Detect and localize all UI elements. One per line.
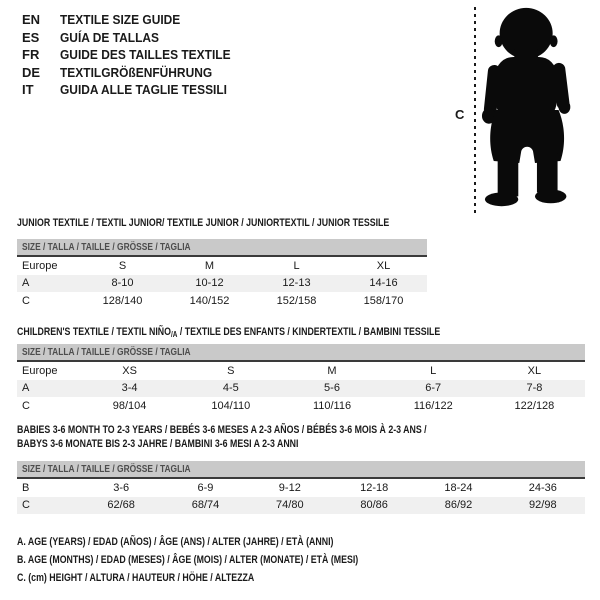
table-cell: 5-6 (324, 382, 340, 395)
children-title-prefix: CHILDREN'S TEXTILE / TEXTIL NIÑO (17, 326, 171, 338)
language-code: DE (22, 64, 41, 80)
row-label: C (22, 399, 30, 412)
table-cell: 3-6 (113, 481, 130, 494)
language-row-fr (22, 46, 245, 64)
children-table-title (17, 326, 546, 342)
row-label: Europe (22, 364, 58, 377)
table-cell: 12-13 (282, 277, 311, 290)
babies-title-line1: BABIES 3-6 MONTH TO 2-3 YEARS / BEBÉS 3-6 MESES A 2-3 AÑOS / BÉBÉS 3-6 MOIS À 2-3 ANS / (17, 424, 427, 436)
row-label: C (22, 499, 30, 512)
table-cell: XS (122, 364, 137, 377)
table-cell: 12-18 (360, 481, 389, 494)
children-title-suffix: / TEXTILE DES ENFANTS / KINDERTEXTIL / BAMBINI TESSILE (177, 326, 441, 338)
size-header-bar (17, 239, 427, 257)
table-cell: 6-9 (197, 481, 214, 494)
language-row-it (22, 81, 245, 99)
table-row-height (17, 292, 427, 310)
table-row-europe (17, 257, 427, 275)
table-cell: 140/152 (189, 294, 230, 307)
table-cell: 86/92 (444, 499, 473, 512)
babies-size-table (17, 461, 585, 514)
table-cell: 110/116 (312, 399, 352, 412)
junior-table-title (17, 217, 482, 231)
table-cell: 3-4 (121, 382, 138, 395)
table-cell: 98/104 (112, 399, 147, 412)
footnote-text: A. AGE (YEARS) / EDAD (AÑOS) / ÂGE (ANS) / ALTER (JAHRE) / ETÀ (ANNI) (17, 536, 334, 548)
table-cell: L (430, 364, 437, 377)
language-label: GUIDA ALLE TAGLIE TESSILI (60, 82, 228, 98)
row-label: Europe (22, 259, 58, 272)
size-header-label: SIZE / TALLA / TAILLE / GRÖSSE / TAGLIA (22, 346, 191, 358)
table-cell: 152/158 (276, 294, 317, 307)
footnote-age-years (17, 536, 444, 554)
footnote-height (17, 572, 444, 590)
table-cell: 92/98 (529, 499, 557, 512)
table-cell: 4-5 (222, 382, 239, 395)
language-header (22, 11, 245, 99)
table-cell: 128/140 (102, 294, 143, 307)
language-label: GUIDE DES TAILLES TEXTILE (60, 47, 231, 63)
language-label: TEXTILE SIZE GUIDE (60, 12, 181, 28)
babies-title-line2: BABYS 3-6 MONATE BIS 2-3 JAHRE / BAMBINI 3-6 MESI A 2-3 ANNI (17, 437, 299, 450)
table-cell: 18-24 (444, 481, 473, 494)
table-cell: XL (527, 364, 542, 377)
table-cell: 14-16 (369, 277, 398, 290)
language-label: TEXTILGRÖßENFÜHRUNG (60, 64, 213, 80)
table-cell: L (293, 259, 300, 272)
language-row-de (22, 64, 245, 82)
footnote-text: B. AGE (MONTHS) / EDAD (MESES) / ÂGE (MOIS) / ALTER (MONATE) / ETÀ (MESI) (17, 554, 359, 566)
table-row-age (17, 275, 427, 293)
table-row-height (17, 497, 585, 515)
table-cell: 7-8 (526, 382, 543, 395)
size-header-label: SIZE / TALLA / TAILLE / GRÖSSE / TAGLIA (22, 463, 191, 475)
table-row-height (17, 397, 585, 415)
table-row-age (17, 380, 585, 398)
table-cell: 104/110 (211, 399, 251, 412)
footnote-text: C. (cm) HEIGHT / ALTURA / HAUTEUR / HÖHE / ALTEZZA (17, 572, 255, 584)
table-cell: 74/80 (276, 499, 304, 512)
table-cell: M (327, 364, 337, 377)
table-cell: 9-12 (278, 481, 301, 494)
size-header-bar (17, 461, 585, 479)
junior-size-table (17, 239, 427, 310)
table-cell: XL (376, 259, 391, 272)
children-title-sub: /A (170, 330, 178, 339)
children-table-title-text (17, 326, 440, 342)
row-label: A (22, 277, 30, 290)
table-cell: S (227, 364, 235, 377)
table-cell: M (204, 259, 215, 272)
babies-table-title (17, 424, 529, 451)
table-row-age-months (17, 479, 585, 497)
table-cell: 80/86 (360, 499, 388, 512)
table-cell: 122/128 (514, 399, 555, 412)
language-code: IT (22, 82, 34, 98)
table-cell: 68/74 (191, 499, 220, 512)
height-measure-label: C (455, 107, 465, 122)
footnote-age-months (17, 554, 444, 572)
language-code: EN (22, 12, 41, 28)
height-measure-line (473, 7, 477, 213)
table-cell: 10-12 (195, 277, 224, 290)
table-cell: 116/122 (413, 399, 453, 412)
table-cell: 8-10 (111, 277, 134, 290)
table-cell: 62/68 (107, 499, 135, 512)
junior-table-title-text: JUNIOR TEXTILE / TEXTIL JUNIOR/ TEXTILE JUNIOR / JUNIORTEXTIL / JUNIOR TESSILE (17, 217, 390, 229)
size-header-label: SIZE / TALLA / TAILLE / GRÖSSE / TAGLIA (22, 241, 191, 253)
table-cell: S (118, 259, 127, 272)
table-cell: 158/170 (363, 294, 404, 307)
row-label: A (22, 382, 30, 395)
table-cell: 6-7 (425, 382, 442, 395)
table-cell: 24-36 (528, 481, 557, 494)
language-label: GUÍA DE TALLAS (60, 29, 160, 45)
language-code: ES (22, 29, 40, 45)
footnote-legend (17, 536, 444, 590)
row-label: C (22, 294, 30, 307)
row-label: B (22, 481, 30, 494)
table-row-europe (17, 362, 585, 380)
language-row-en (22, 11, 245, 29)
children-size-table (17, 344, 585, 415)
baby-silhouette-icon (480, 5, 588, 213)
language-code: FR (22, 47, 40, 63)
size-header-bar (17, 344, 585, 362)
language-row-es (22, 29, 245, 47)
